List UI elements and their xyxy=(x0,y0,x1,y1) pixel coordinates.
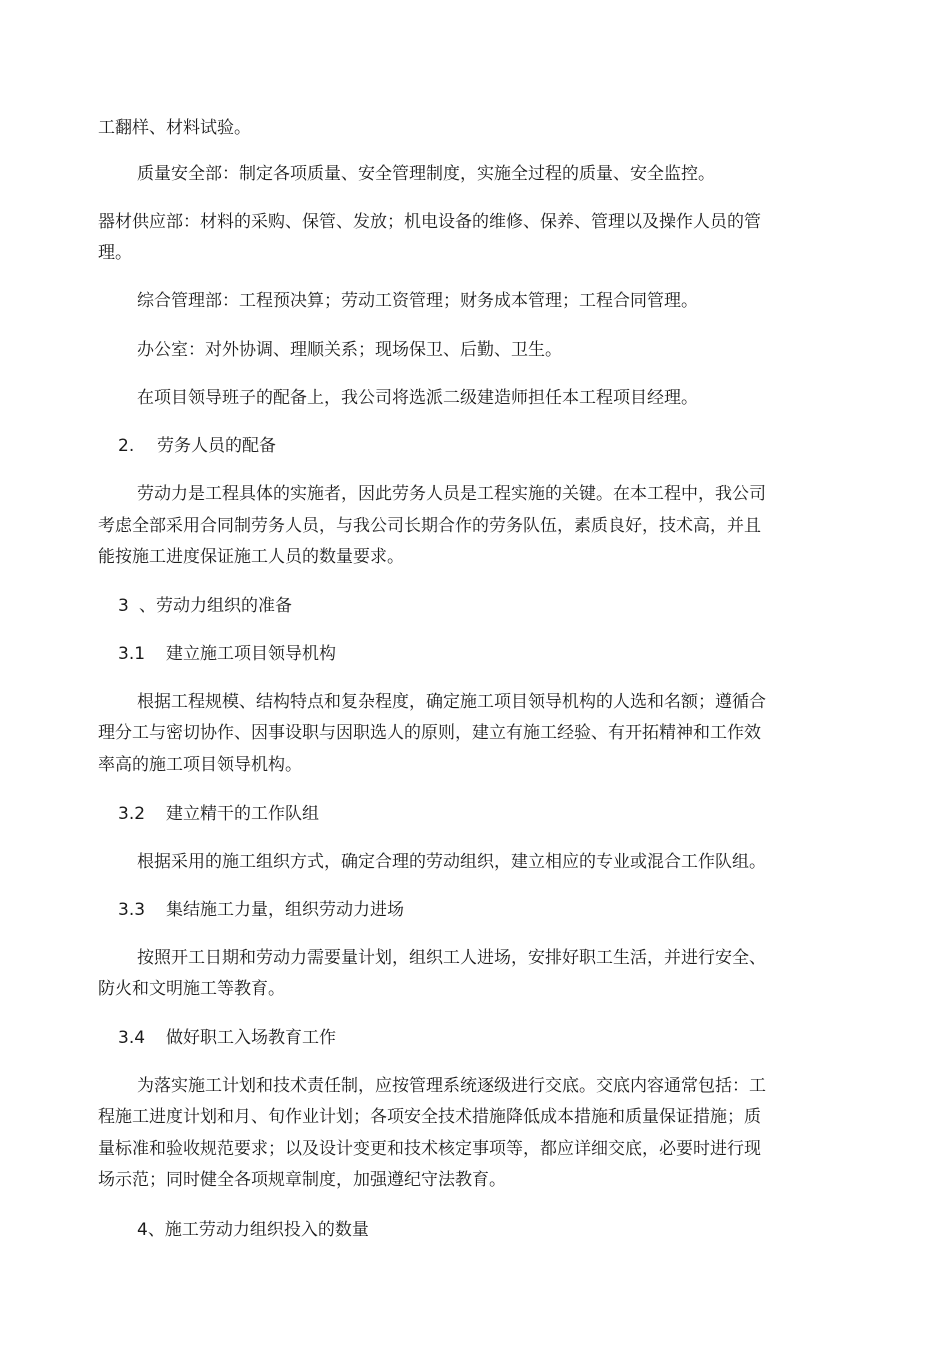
body-line: 按照开工日期和劳动力需要量计划，组织工人进场，安排好职工生活，并进行安全、 xyxy=(137,948,766,968)
section-heading xyxy=(118,595,292,617)
body-line: 场示范；同时健全各项规章制度，加强遵纪守法教育。 xyxy=(98,1170,506,1190)
section-title: 、劳动力组织的准备 xyxy=(139,596,292,616)
body-line: 综合管理部：工程预决算；劳动工资管理；财务成本管理；工程合同管理。 xyxy=(137,291,698,311)
body-line: 能按施工进度保证施工人员的数量要求。 xyxy=(98,547,404,567)
subsection-heading xyxy=(118,1027,336,1049)
body-line: 为落实施工计划和技术责任制，应按管理系统逐级进行交底。交底内容通常包括：工 xyxy=(137,1076,766,1096)
body-line: 质量安全部：制定各项质量、安全管理制度，实施全过程的质量、安全监控。 xyxy=(137,164,715,184)
body-line: 率高的施工项目领导机构。 xyxy=(98,755,302,775)
subsection-heading xyxy=(118,643,336,665)
section-number: 3.1 xyxy=(118,644,146,664)
body-line: 办公室：对外协调、理顺关系；现场保卫、后勤、卫生。 xyxy=(137,340,562,360)
subsection-heading xyxy=(118,803,319,825)
body-line: 程施工进度计划和月、旬作业计划；各项安全技术措施降低成本措施和质量保证措施；质 xyxy=(98,1107,761,1127)
body-line: 劳动力是工程具体的实施者，因此劳务人员是工程实施的关键。在本工程中，我公司 xyxy=(137,484,766,504)
section-title: 建立施工项目领导机构 xyxy=(166,644,336,664)
section-number: 2. xyxy=(118,436,135,456)
body-line: 根据采用的施工组织方式，确定合理的劳动组织，建立相应的专业或混合工作队组。 xyxy=(137,852,766,872)
body-line: 在项目领导班子的配备上，我公司将选派二级建造师担任本工程项目经理。 xyxy=(137,388,698,408)
section-title: 做好职工入场教育工作 xyxy=(166,1028,336,1048)
body-line: 量标准和验收规范要求；以及设计变更和技术核定事项等，都应详细交底，必要时进行现 xyxy=(98,1139,761,1159)
section-number: 3.4 xyxy=(118,1028,146,1048)
body-line: 根据工程规模、结构特点和复杂程度，确定施工项目领导机构的人选和名额；遵循合 xyxy=(137,692,766,712)
section-title: 劳务人员的配备 xyxy=(157,436,276,456)
body-line: 工翻样、材料试验。 xyxy=(98,118,251,138)
body-line: 器材供应部：材料的采购、保管、发放；机电设备的维修、保养、管理以及操作人员的管 xyxy=(98,212,761,232)
body-line: 考虑全部采用合同制劳务人员，与我公司长期合作的劳务队伍，素质良好，技术高，并且 xyxy=(98,516,761,536)
subsection-heading xyxy=(118,899,404,921)
section-title: 建立精干的工作队组 xyxy=(166,804,319,824)
body-line: 防火和文明施工等教育。 xyxy=(98,979,285,999)
section-heading xyxy=(118,435,276,457)
section-number: 3.2 xyxy=(118,804,146,824)
body-line: 理。 xyxy=(98,243,132,263)
section-number: 3.3 xyxy=(118,900,146,920)
section-title: 集结施工力量，组织劳动力进场 xyxy=(166,900,404,920)
section-heading: 4、施工劳动力组织投入的数量 xyxy=(137,1220,369,1240)
body-line: 理分工与密切协作、因事设职与因职选人的原则，建立有施工经验、有开拓精神和工作效 xyxy=(98,723,761,743)
section-number: 3 xyxy=(118,596,129,616)
